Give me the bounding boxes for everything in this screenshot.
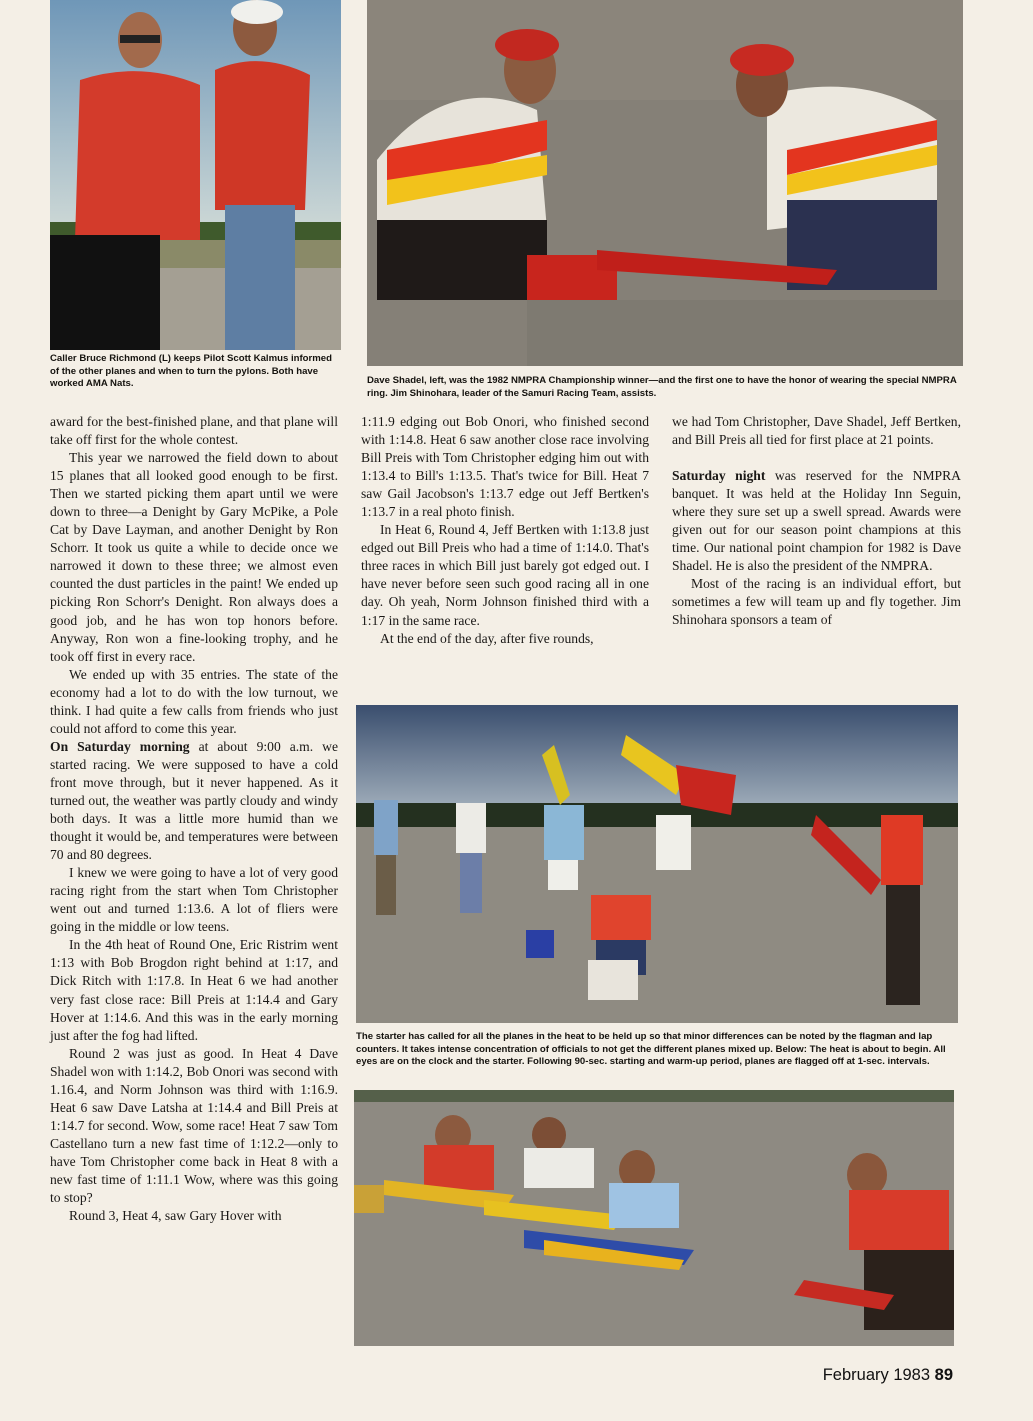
caption-starter: The starter has called for all the planes in the heat to be held up so that minor differences can be noted by the flagman and lap counters. It takes intense concentration of officials to not get the different planes mixed up. Below: The heat is about to begin. All eyes are on the clock and the starter. Following 90-sec. starting and warm-up period, planes are flagged off at 1-sec. intervals. (356, 1031, 946, 1067)
page-number: 89 (934, 1366, 953, 1384)
paragraph: In the 4th heat of Round One, Eric Ristrim went 1:13 with Bob Brogdon right behind at 1:17, and Dick Ritch with 1:17.8. In Heat 6 we had another very fast close race: Bill Preis at 1:14.4 and Gary Hover at 1:14.6. And this was in the early morning just after the fog had lifted. (50, 937, 338, 1043)
page-footer (823, 1366, 953, 1385)
paragraph: award for the best-finished plane, and that plane will take off first for the whole contest. (50, 414, 338, 448)
photo-starter-planes-held-up (356, 705, 958, 1023)
paragraph-text: was reserved for the NMPRA banquet. It was held at the Holiday Inn Seguin, where they sure set up a swell spread. Awards were given out for our season point champions at this time. Our national point champion for 1982 is Dave Shadel. He is also the president of the NMPRA. (672, 468, 961, 574)
paragraph: This year we narrowed the field down to about 15 planes that all looked good enough to be first. Then we started picking them apart until we were down to three—a Denight by Gary McPike, a Pole Cat by Dave Layman, and another Denight by Ron Schorr. It took us quite a while to decide once we narrowed it down to these three; we almost even counted the dust particles in the paint! We ended up picking Ron Schorr's Denight. Ron always does a good job, and he has won top honors before. Anyway, Ron won a fine-looking trophy, and he took off first in every race. (50, 450, 338, 664)
paragraph-saturday-morning (50, 738, 338, 864)
paragraph: Most of the racing is an individual effort, but sometimes a few will team up and fly together. Jim Shinohara sponsors a team of (672, 576, 961, 628)
paragraph: 1:11.9 edging out Bob Onori, who finished second with 1:14.8. Heat 6 saw another close race involving Bill Preis with Tom Christopher edging him out with 1:13.4 to Bill's 1:13.5. That's twice for Bill. Heat 7 saw Gail Jacobson's 1:13.7 edge out Jeff Bertken's 1:13.7 in a real photo finish. (361, 414, 649, 520)
caption-shadel: Dave Shadel, left, was the 1982 NMPRA Championship winner—and the first one to have the honor of wearing the special NMPRA ring. Jim Shinohara, leader of the Samuri Racing Team, assists. (367, 375, 957, 399)
caption-caller: Caller Bruce Richmond (L) keeps Pilot Scott Kalmus informed of the other planes and when to turn the pylons. Both have worked AMA Nats. (50, 353, 332, 389)
paragraph: We ended up with 35 entries. The state of the economy had a lot to do with the low turnout, we think. I had quite a few calls from friends who just could not afford to come this year. (50, 666, 338, 736)
subhead-saturday-morning: On Saturday morning (50, 738, 190, 754)
subhead-saturday-night: Saturday night (672, 468, 766, 484)
photo-caller-and-pilot (50, 0, 341, 350)
paragraph: Round 3, Heat 4, saw Gary Hover with (69, 1208, 282, 1224)
photo-dave-shadel-ring (367, 0, 963, 366)
paragraph: Round 2 was just as good. In Heat 4 Dave Shadel won with 1:14.2, Bob Onori was second with 1.16.4, and Norm Johnson was third with 1:16.9. Heat 6 saw Dave Latsha at 1:14.4 and Bill Preis at 1:14.7 for second. Wow, some race! Heat 7 saw Tom Castellano turn a new fast time of 1:12.2—only to have Tom Christopher come back in Heat 8 with a new fast time of 1:11.1 Wow, where was this going to stop? (50, 1045, 338, 1206)
column-3 (672, 413, 961, 630)
paragraph-saturday-night (672, 467, 961, 575)
paragraph: In Heat 6, Round 4, Jeff Bertken with 1:13.8 just edged out Bill Preis who had a time of 1:14.0. That's three races in which Bill just barely got edged out. I have never before seen such good racing all in one day. Oh yeah, Norm Johnson finished third with a 1:17 in the same race. (361, 522, 649, 628)
paragraph-text: at about 9:00 a.m. we started racing. We were supposed to have a cold front move through, but it never happened. As it turned out, the weather was partly cloudy and windy both days. It was a little more humid than we thought it would be, and temperatures were between 70 and 80 degrees. (50, 738, 338, 863)
issue-date: February 1983 (822, 1366, 931, 1384)
paragraph: At the end of the day, after five rounds, (380, 630, 594, 646)
column-2 (361, 413, 649, 648)
paragraph: I knew we were going to have a lot of very good racing right from the start when Tom Christopher went out and turned 1:13.6. A lot of fliers were going in the middle or low teens. (50, 865, 338, 935)
photo-heat-about-to-begin (354, 1090, 954, 1346)
column-1 (50, 413, 338, 1225)
paragraph: we had Tom Christopher, Dave Shadel, Jeff Bertken, and Bill Preis all tied for first place at 21 points. (672, 414, 961, 448)
